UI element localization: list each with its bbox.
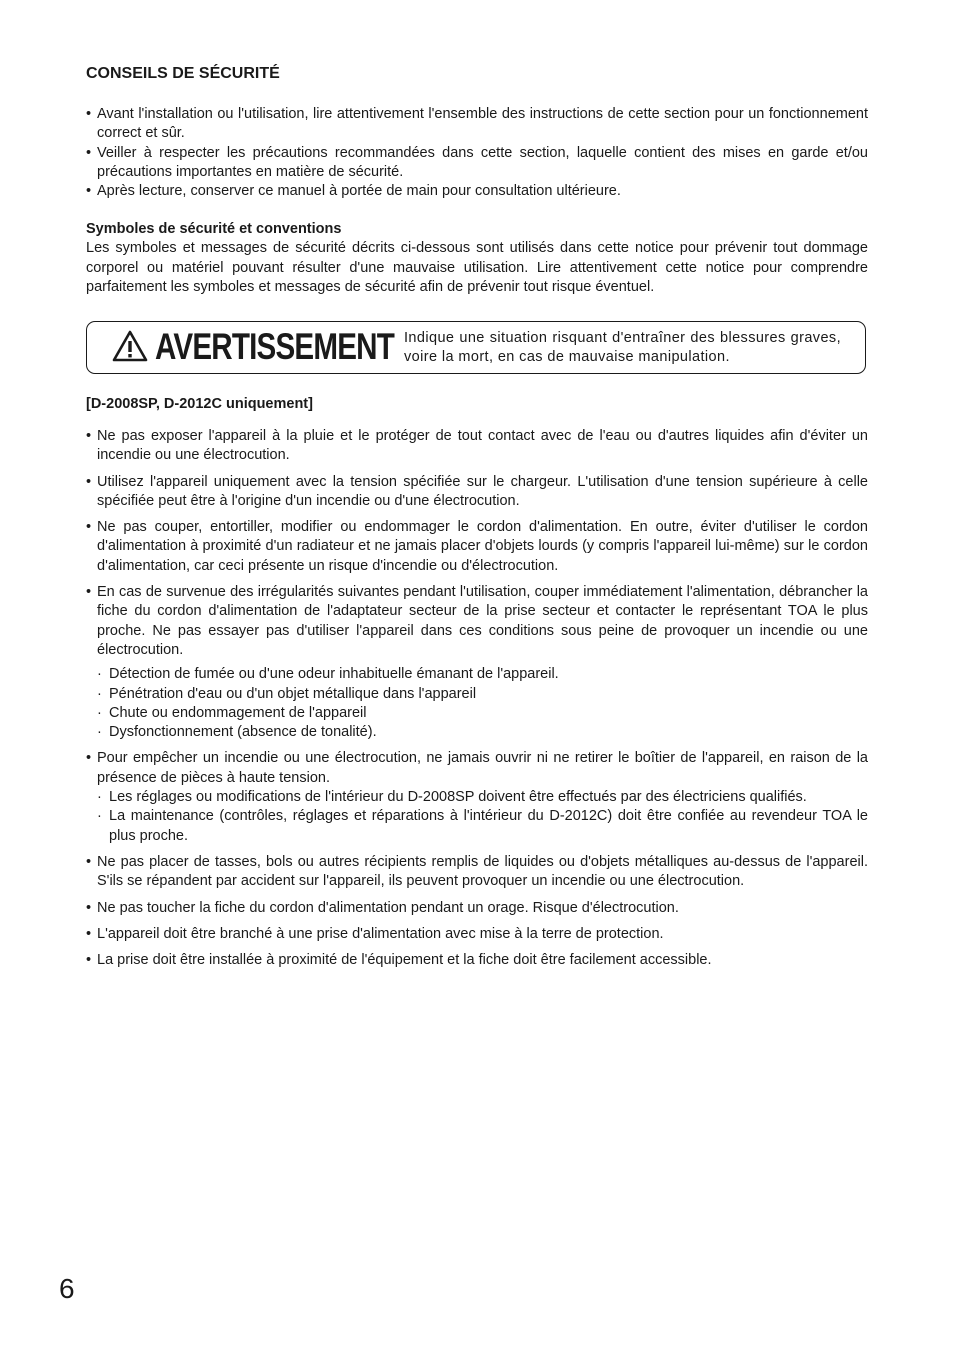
warning-item: • La prise doit être installée à proximité de l'équipement et la fiche doit être facilement accessible. xyxy=(86,951,868,970)
warning-subitem: · La maintenance (contrôles, réglages et réparations à l'intérieur du D-2012C) doit être confiée au revendeur TOA le plus proche. xyxy=(86,807,868,846)
warning-item: • Utilisez l'appareil uniquement avec la tension spécifiée sur le chargeur. L'utilisation d'une tension supérieure à celle spécifiée peut être à l'origine d'un incendie ou d'une électrocution. xyxy=(86,473,868,512)
symbols-text: Les symboles et messages de sécurité décrits ci-dessous sont utilisés dans cette notice pour prévenir tout dommage corporel ou matériel pouvant résulter d'une mauvaise utilisation. Lire attentivement cette notice pour comprendre parfaitement les symboles et messages de sécurité afin de prévenir tout risque éventuel. xyxy=(86,240,868,295)
warning-item: • Ne pas exposer l'appareil à la pluie et le protéger de tout contact avec de l'eau ou d'autres liquides afin d'éviter un incendie ou une électrocution. xyxy=(86,427,868,466)
symbols-section xyxy=(86,220,868,297)
warning-item: • Pour empêcher un incendie ou une électrocution, ne jamais ouvrir ni ne retirer le boîtier de l'appareil, en raison de la présence de pièces à haute tension. xyxy=(86,749,868,788)
warning-subitem: · Pénétration d'eau ou d'un objet métallique dans l'appareil xyxy=(86,685,868,704)
intro-bullet: • Veiller à respecter les précautions recommandées dans cette section, laquelle contient des mises en garde et/ou précautions importantes en matière de sécurité. xyxy=(86,144,868,183)
warning-triangle-icon xyxy=(112,330,148,362)
models-heading-text: [D-2008SP, D-2012C uniquement] xyxy=(86,396,313,412)
warning-subitem: · Détection de fumée ou d'une odeur inhabituelle émanant de l'appareil. xyxy=(86,665,868,684)
intro-bullet: • Après lecture, conserver ce manuel à portée de main pour consultation ultérieure. xyxy=(86,182,868,201)
intro-bullet: • Avant l'installation ou l'utilisation, lire attentivement l'ensemble des instructions de cette section pour un fonctionnement correct et sûr. xyxy=(86,105,868,144)
warning-item: • Ne pas placer de tasses, bols ou autres récipients remplis de liquides ou d'objets métalliques au-dessus de l'appareil. S'ils se répandent par accident sur l'appareil, ils peuvent provoquer un incendie ou une électrocution. xyxy=(86,853,868,892)
warning-item: • En cas de survenue des irrégularités suivantes pendant l'utilisation, couper immédiatement l'alimentation, débrancher la fiche du cordon d'alimentation de l'adaptateur secteur de la prise secteur et contacter le représentant TOA le plus proche. Ne pas essayer pas d'utiliser l'appareil dans ces conditions sous peine de provoquer un incendie ou une électrocution. xyxy=(86,583,868,660)
warning-item: • Ne pas couper, entortiller, modifier ou endommager le cordon d'alimentation. En outre, éviter d'utiliser le cordon d'alimentation à proximité d'un radiateur et ne jamais placer d'objets lourds (y compris l'appareil lui-même) sur le cordon d'alimentation, car ceci présente un risque d'incendie ou d'électrocution. xyxy=(86,518,868,576)
page-number: 6 xyxy=(59,1273,75,1304)
warning-item: • L'appareil doit être branché à une prise d'alimentation avec mise à la terre de protection. xyxy=(86,925,868,944)
intro-bullet-list xyxy=(86,105,868,201)
symbols-heading: Symboles de sécurité et conventions xyxy=(86,221,342,237)
warning-item: • Ne pas toucher la fiche du cordon d'alimentation pendant un orage. Risque d'électrocution. xyxy=(86,899,868,918)
section-title: CONSEILS DE SÉCURITÉ xyxy=(86,65,280,82)
warning-description: Indique une situation risquant d'entraîner des blessures graves, voire la mort, en cas de mauvaise manipulation. xyxy=(404,330,841,366)
warning-subitem: · Les réglages ou modifications de l'intérieur du D-2008SP doivent être effectués par des électriciens qualifiés. xyxy=(86,788,868,807)
warning-word: AVERTISSEMENT xyxy=(155,326,395,367)
warning-list xyxy=(86,427,868,970)
warning-subitem: · Chute ou endommagement de l'appareil xyxy=(86,704,868,723)
warning-box xyxy=(86,321,866,374)
warning-subitem: · Dysfonctionnement (absence de tonalité). xyxy=(86,723,868,742)
models-heading xyxy=(86,395,868,414)
